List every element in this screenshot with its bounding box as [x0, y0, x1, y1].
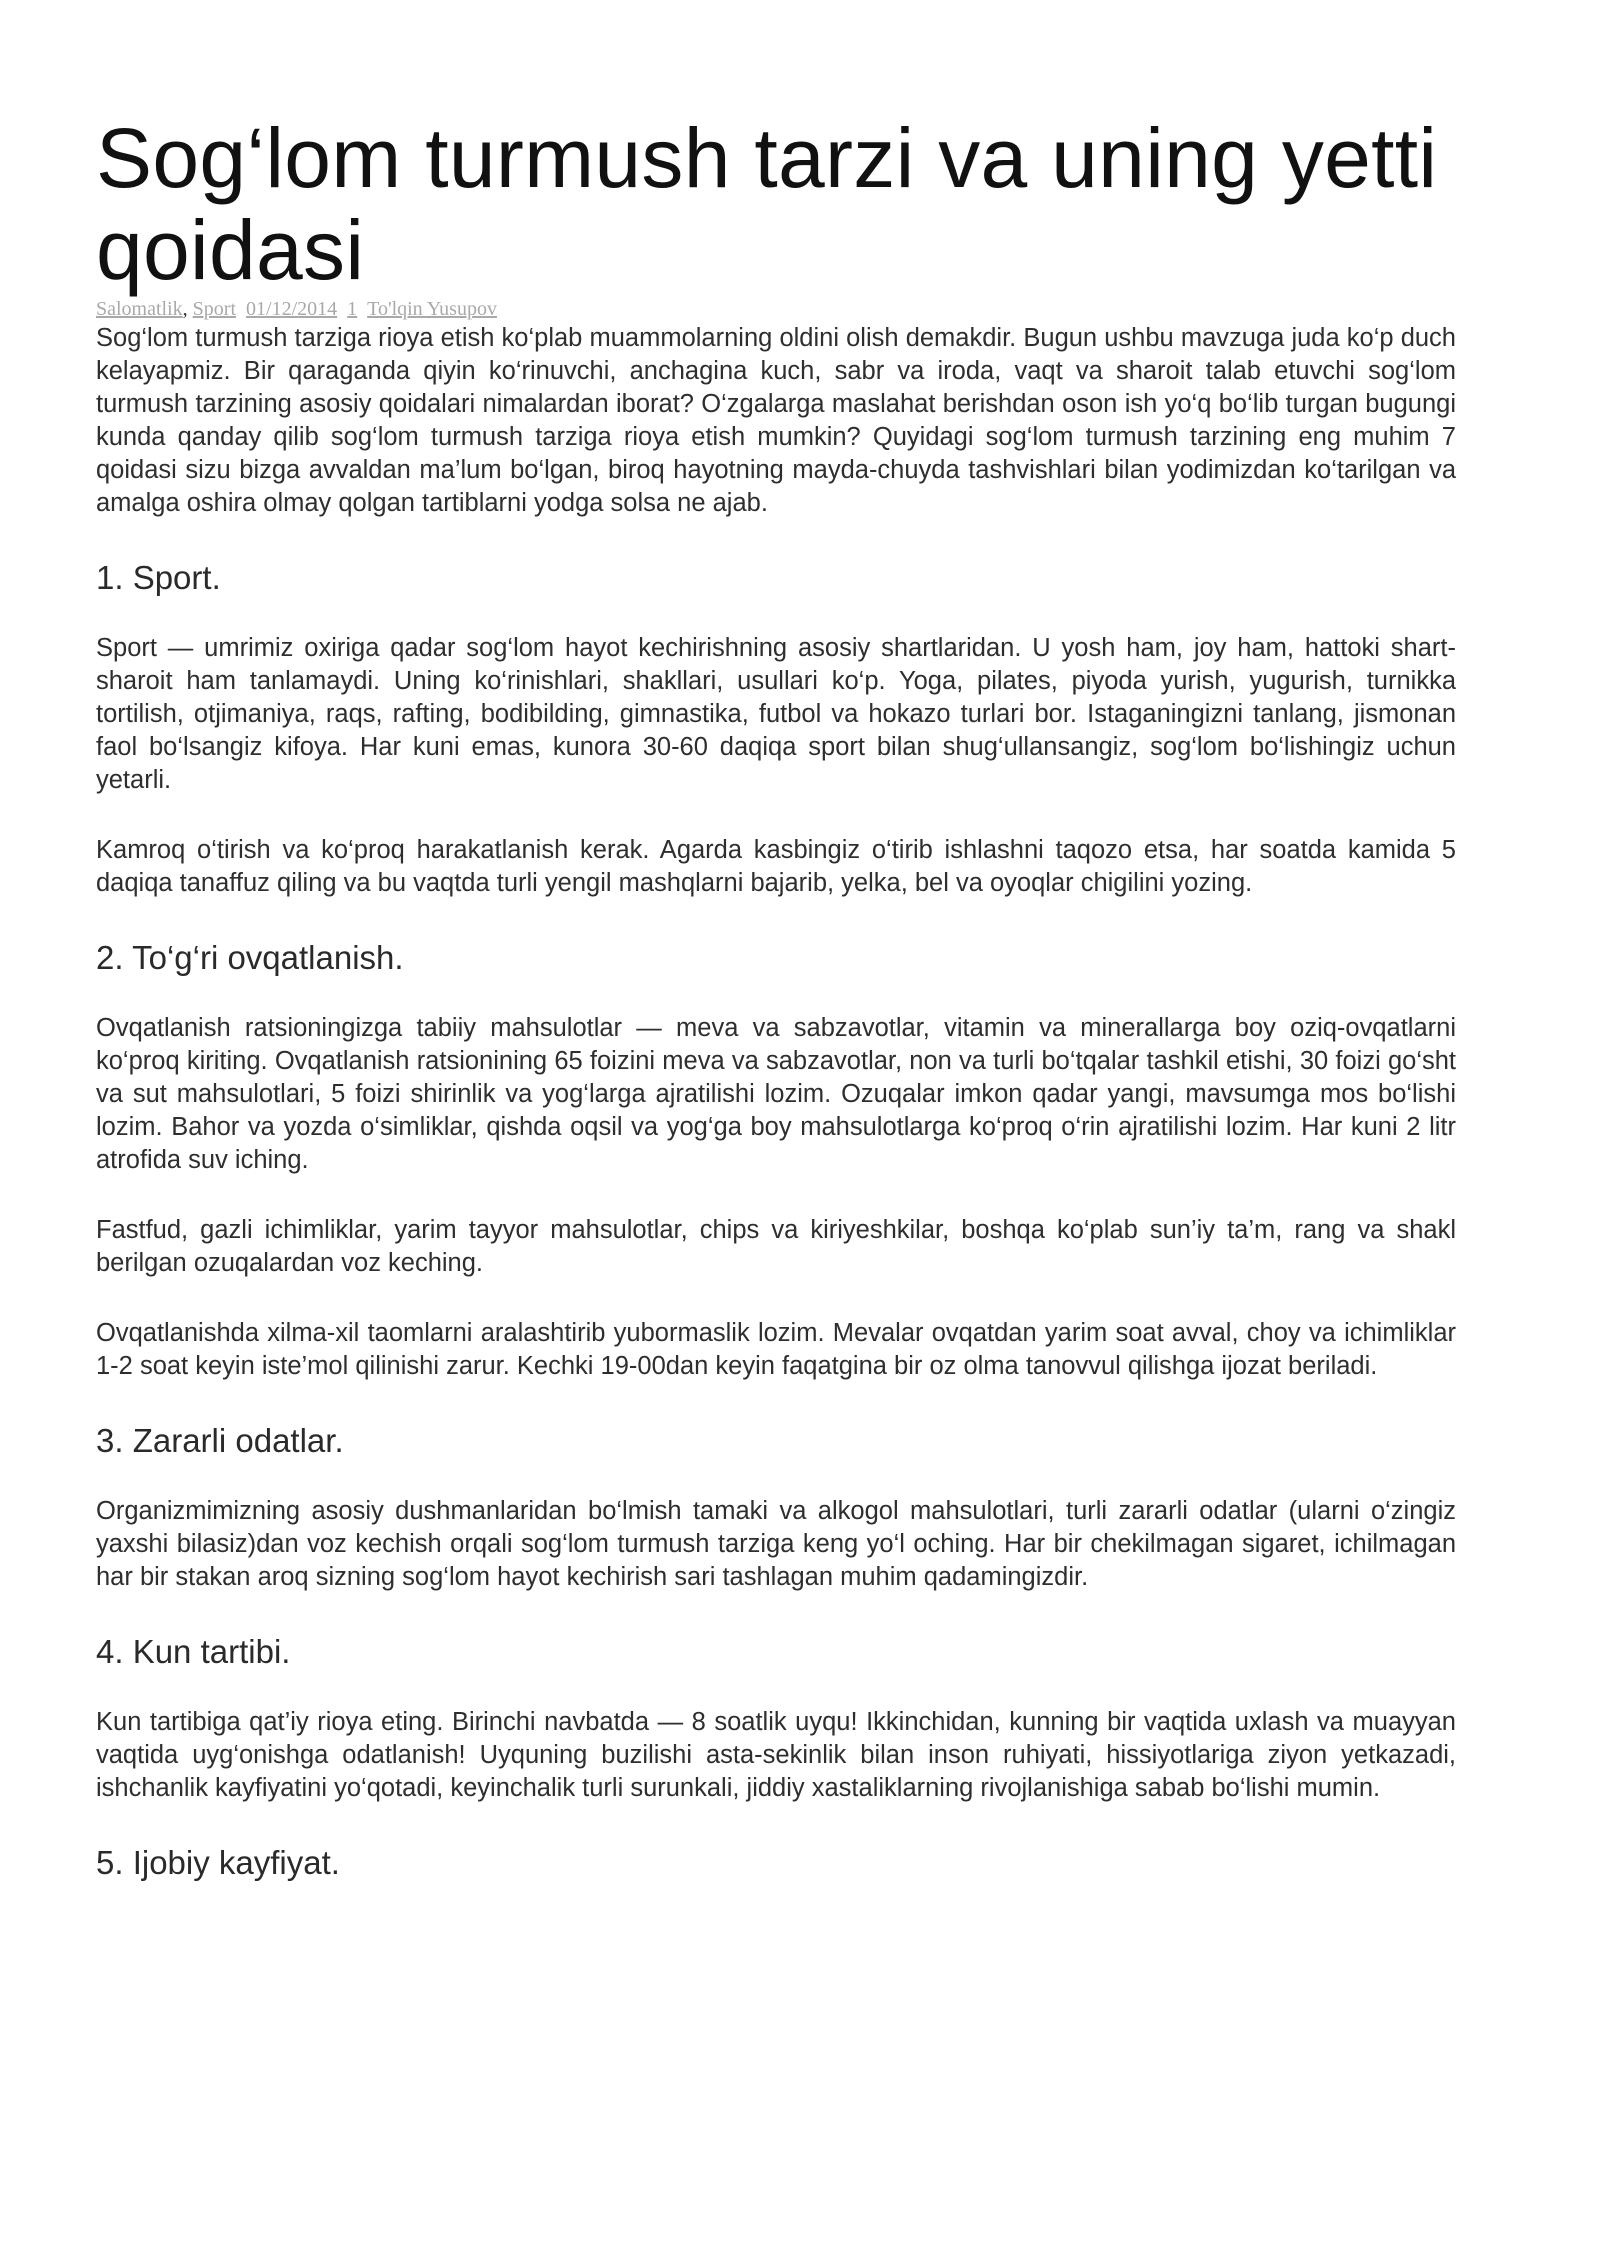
comments-count-link[interactable]: 1: [347, 298, 358, 320]
section-paragraph: Kun tartibiga qat’iy rioya eting. Birinchi navbatda — 8 soatlik uyqu! Ikkinchidan, kunning bir vaqtida uxlash va muayyan vaqtida uyg‘onishga odatlanish! Uyquning buzilishi asta-sekinlik bilan inson ruhiyati, hissiyotlariga ziyon yetkazadi, ishchanlik kayfiyatini yo‘qotadi, keyinchalik turli surunkali, jiddiy xastaliklarning rivojlanishiga sabab bo‘lishi mumin.: [96, 1708, 1456, 1802]
author-link[interactable]: To'lqin Yusupov: [367, 298, 497, 320]
page-title: Sog‘lom turmush tarzi va uning yetti qoidasi: [96, 111, 1438, 297]
section-paragraph: Organizmimizning asosiy dushmanlaridan bo‘lmish tamaki va alkogol mahsulotlari, turli zararli odatlar (ularni o‘zingiz yaxshi bilasiz)dan voz kechish orqali sog‘lom turmush tarziga keng yo‘l oching. Har bir chekilmagan sigaret, ichilmagan har bir stakan aroq sizning sog‘lom hayot kechirish sari tashlagan muhim qadamingizdir.: [96, 1497, 1456, 1591]
meta-separator: ,: [182, 298, 188, 320]
section-heading-nutrition: 2. To‘g‘ri ovqatlanish.: [96, 939, 404, 976]
post-meta: [96, 298, 1456, 320]
section-paragraph: Ovqatlanishda xilma-xil taomlarni aralashtirib yubormaslik lozim. Mevalar ovqatdan yarim soat avval, choy va ichimliklar 1-2 soat keyin iste’mol qilinishi zarur. Kechki 19-00dan keyin faqatgina bir oz olma tanovvul qilishga ijozat beriladi.: [96, 1319, 1456, 1380]
section-heading-bad-habits: 3. Zararli odatlar.: [96, 1422, 344, 1459]
category-link-sport[interactable]: Sport: [192, 298, 237, 320]
article: [96, 112, 1456, 1917]
section-paragraph: Ovqatlanish ratsioningizga tabiiy mahsulotlar — meva va sabzavotlar, vitamin va minerallarga boy oziq-ovqatlarni ko‘proq kiriting. Ovqatlanish ratsionining 65 foizini meva va sabzavotlar, non va turli bo‘tqalar tashkil etishi, 30 foizi go‘sht va sut mahsulotlari, 5 foizi shirinlik va yog‘larga ajratilishi lozim. Ozuqalar imkon qadar yangi, mavsumga mos bo‘lishi lozim. Bahor va yozda o‘simliklar, qishda oqsil va yog‘ga boy mahsulotlarga ko‘proq o‘rin ajratilishi lozim. Har kuni 2 litr atrofida suv iching.: [96, 1014, 1456, 1174]
section-heading-positive-mood: 5. Ijobiy kayfiyat.: [96, 1844, 340, 1881]
post-date-link[interactable]: 01/12/2014: [246, 298, 338, 320]
section-paragraph: Fastfud, gazli ichimliklar, yarim tayyor mahsulotlar, chips va kiriyeshkilar, boshqa ko‘plab sun’iy ta’m, rang va shakl berilgan ozuqalardan voz keching.: [96, 1216, 1456, 1277]
section-paragraph: Kamroq o‘tirish va ko‘proq harakatlanish kerak. Agarda kasbingiz o‘tirib ishlashni taqozo etsa, har soatda kamida 5 daqiqa tanaffuz qiling va bu vaqtda turli yengil mashqlarni bajarib, yelka, bel va oyoqlar chigilini yozing.: [96, 836, 1456, 897]
intro-paragraph: Sog‘lom turmush tarziga rioya etish ko‘plab muammolarning oldini olish demakdir. Bugun ushbu mavzuga juda ko‘p duch kelayapmiz. Bir qaraganda qiyin ko‘rinuvchi, anchagina kuch, sabr va iroda, vaqt va sharoit talab etuvchi sog‘lom turmush tarzining asosiy qoidalari nimalardan iborat? O‘zgalarga maslahat berishdan oson ish yo‘q bo‘lib turgan bugungi kunda qanday qilib sog‘lom turmush tarziga rioya etish mumkin? Quyidagi sog‘lom turmush tarzining eng muhim 7 qoidasi sizu bizga avvaldan ma’lum bo‘lgan, biroq hayotning mayda-chuyda tashvishlari bilan yodimizdan ko‘tarilgan va amalga oshira olmay qolgan tartiblarni yodga solsa ne ajab.: [96, 324, 1456, 517]
category-link-salomatlik[interactable]: Salomatlik: [96, 298, 183, 320]
section-heading-daily-routine: 4. Kun tartibi.: [96, 1633, 291, 1670]
section-heading-sport: 1. Sport.: [96, 559, 221, 596]
section-paragraph: Sport — umrimiz oxiriga qadar sog‘lom hayot kechirishning asosiy shartlaridan. U yosh ham, joy ham, hattoki shart-sharoit ham tanlamaydi. Uning ko‘rinishlari, shakllari, usullari ko‘p. Yoga, pilates, piyoda yurish, yugurish, turnikka tortilish, otjimaniya, raqs, rafting, bodibilding, gimnastika, futbol va hokazo turlari bor. Istaganingizni tanlang, jismonan faol bo‘lsangiz kifoya. Har kuni emas, kunora 30-60 daqiqa sport bilan shug‘ullansangiz, sog‘lom bo‘lishingiz uchun yetarli.: [96, 634, 1456, 794]
